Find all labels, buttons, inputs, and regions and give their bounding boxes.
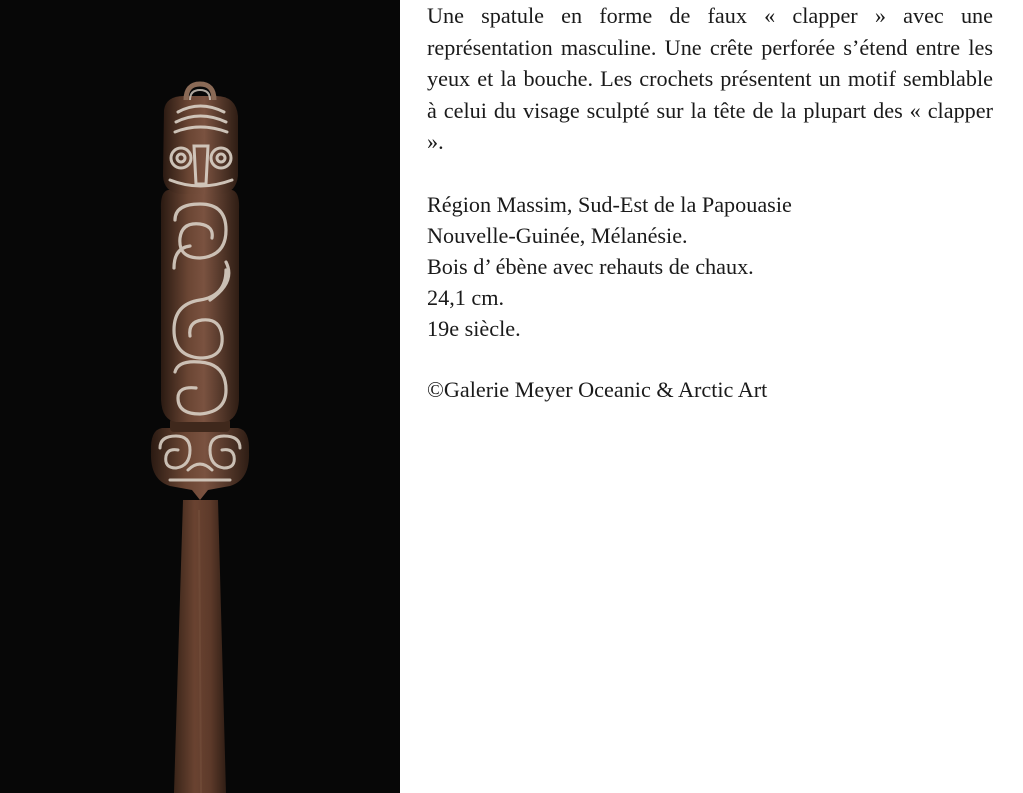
artifact-details bbox=[427, 189, 993, 344]
details-line-material: Bois d’ ébène avec rehauts de chaux. bbox=[427, 253, 754, 279]
copyright-credit: ©Galerie Meyer Oceanic & Arctic Art bbox=[427, 376, 768, 402]
details-line-region: Nouvelle-Guinée, Mélanésie. bbox=[427, 222, 688, 248]
spatula-image bbox=[0, 0, 400, 793]
artifact-photo bbox=[0, 0, 400, 793]
details-line-date: 19e siècle. bbox=[427, 315, 521, 341]
details-line-dimensions: 24,1 cm. bbox=[427, 284, 505, 310]
caption-panel bbox=[427, 0, 993, 405]
artifact-description: Une spatule en forme de faux « clapper » avec une représentation masculine. Une crête perforée s’étend entre les yeux et la bouche. Les crochets présentent un motif semblable à celui du visage sculpté sur la tête de la plupart des « clapper ». bbox=[427, 3, 993, 154]
details-line-origin: Région Massim, Sud-Est de la Papouasie bbox=[427, 191, 792, 217]
